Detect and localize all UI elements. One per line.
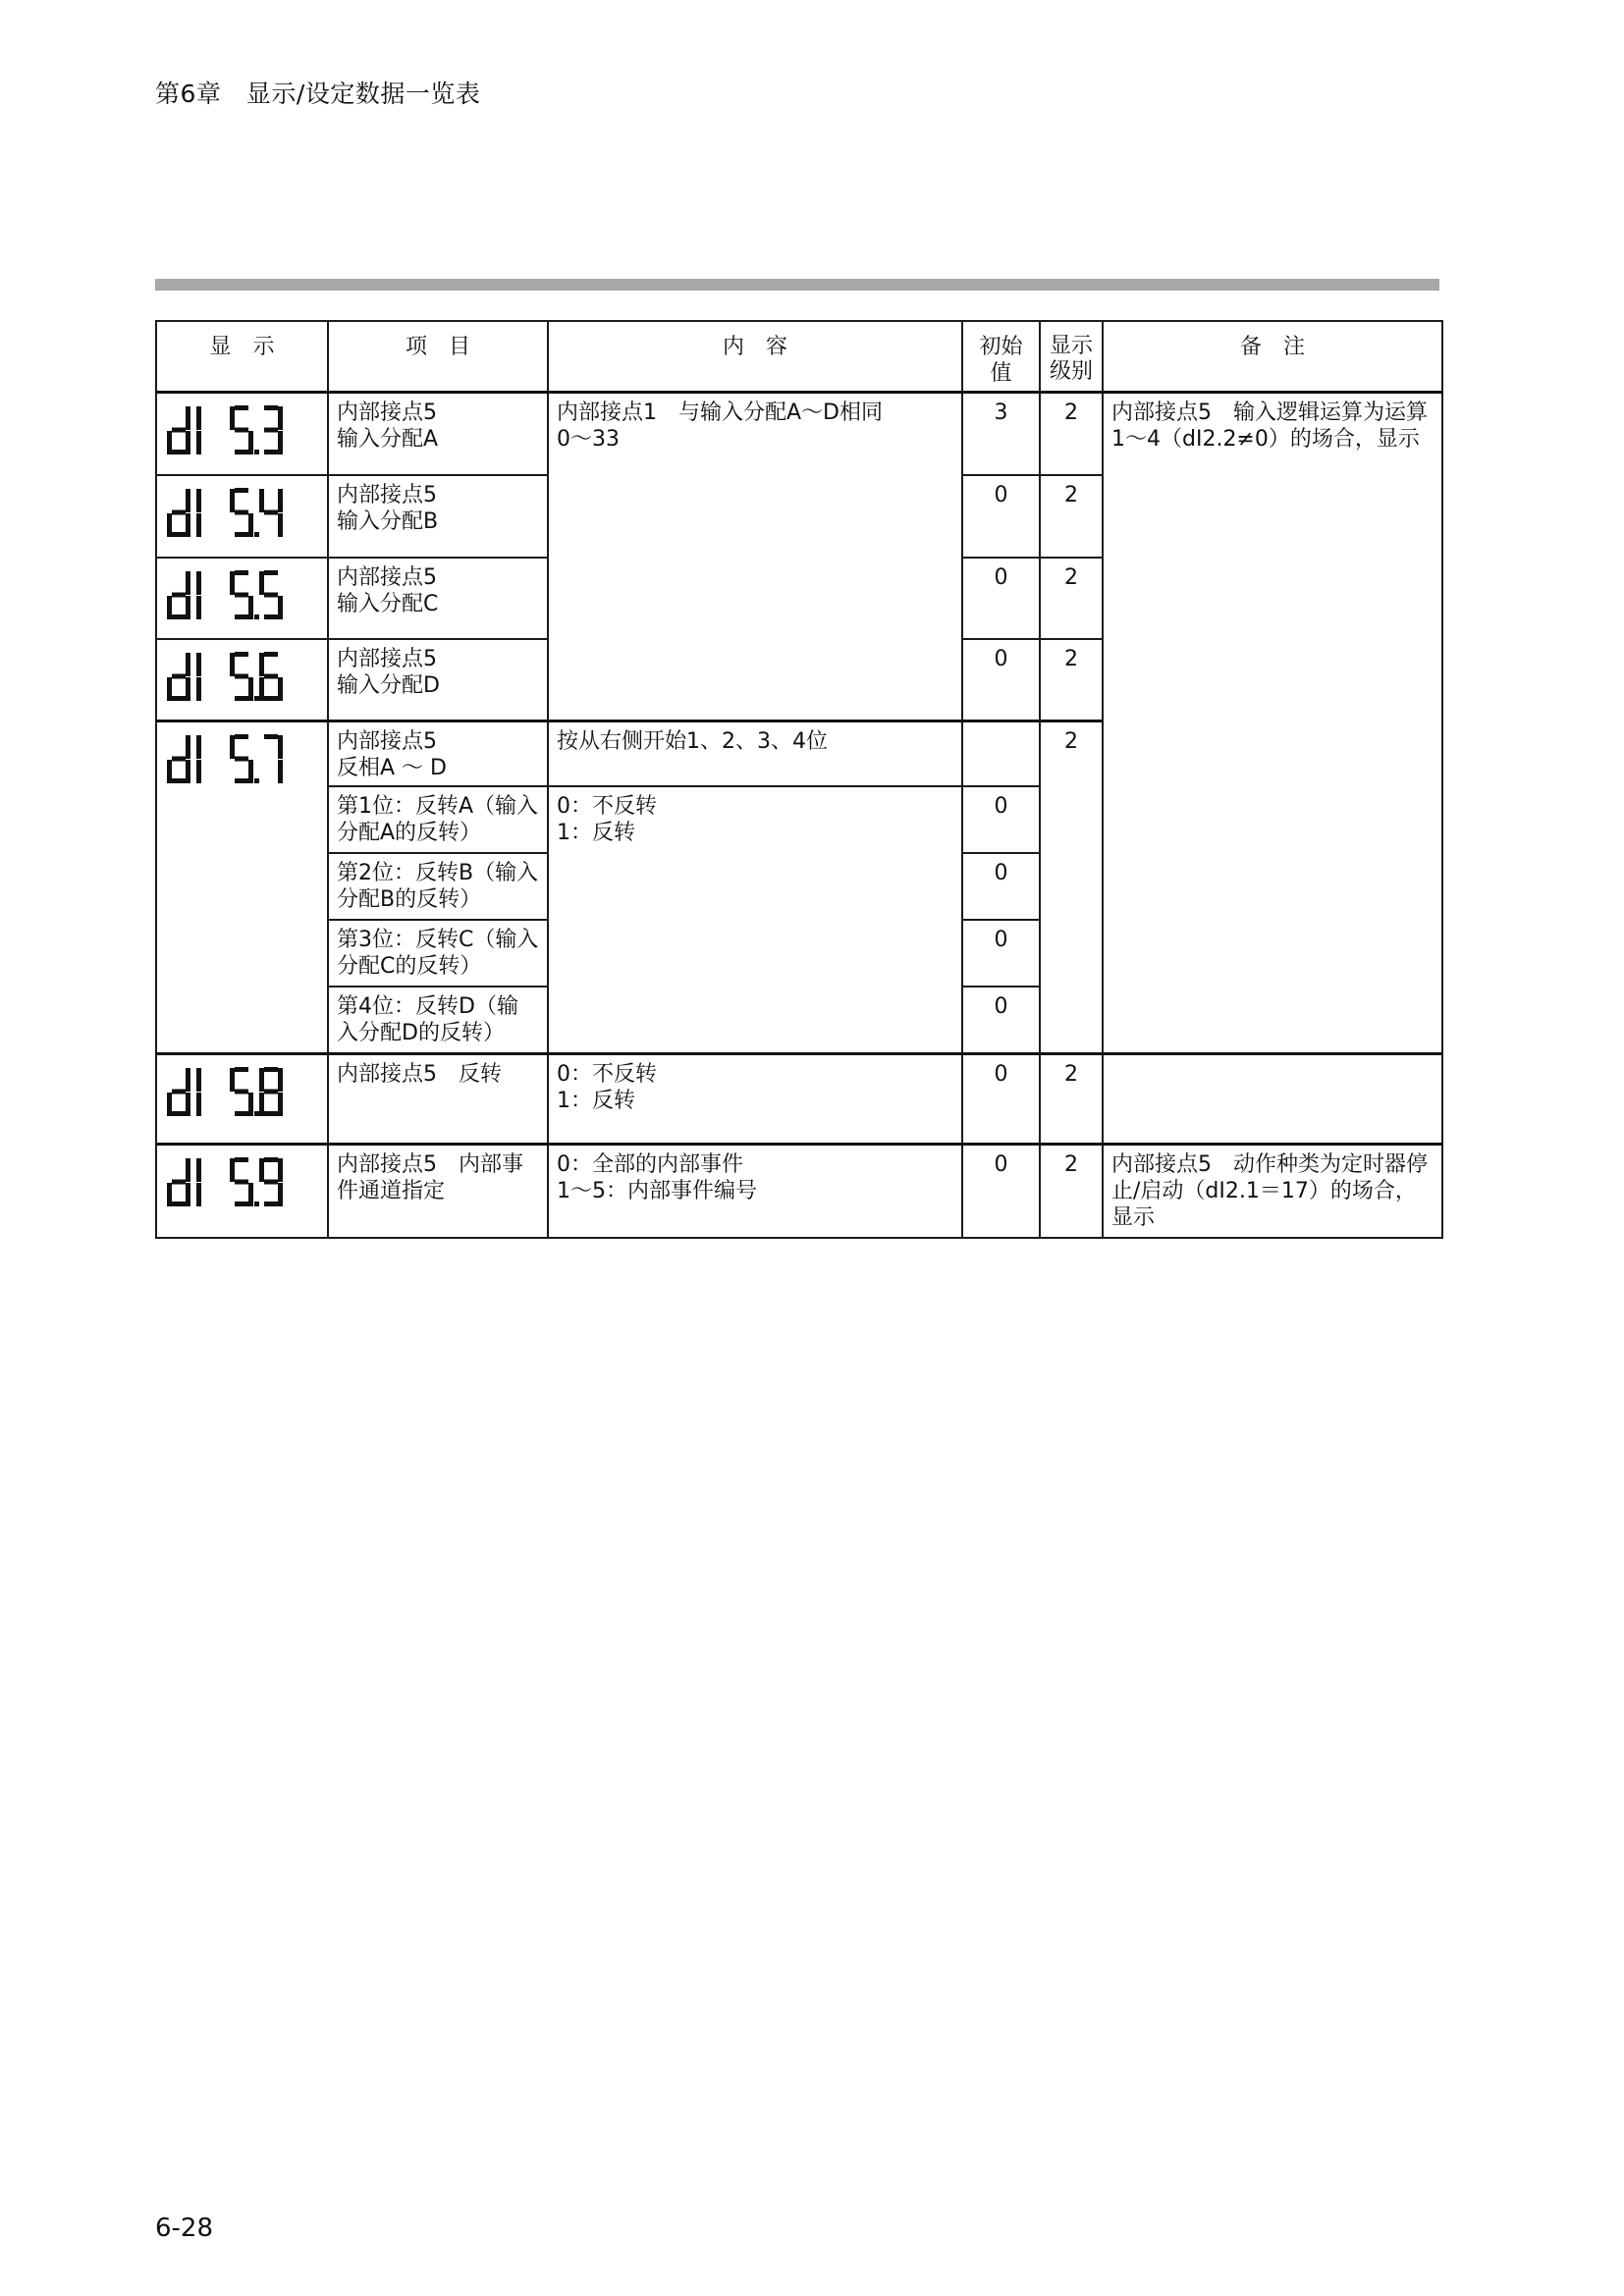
lcd-segment bbox=[167, 596, 172, 619]
lcd-decimal-point bbox=[254, 614, 259, 619]
lcd-segment bbox=[235, 652, 248, 657]
lcd-segment bbox=[264, 1179, 278, 1184]
lcd-segment bbox=[167, 1093, 172, 1116]
display-level-cell: 2 bbox=[1040, 558, 1103, 639]
lcd-segment bbox=[186, 760, 190, 783]
lcd-segment bbox=[172, 1089, 186, 1094]
lcd-segment bbox=[235, 509, 248, 514]
item-cell: 内部接点5 内部事件通道指定 bbox=[328, 1144, 548, 1238]
lcd-segment bbox=[278, 1093, 283, 1116]
lcd-segment bbox=[259, 1093, 264, 1116]
settings-table bbox=[155, 320, 1443, 1239]
table-row bbox=[156, 1053, 1442, 1144]
display-code-cell bbox=[156, 558, 328, 639]
lcd-segment bbox=[248, 431, 253, 454]
lcd-segment bbox=[196, 431, 201, 454]
table-row bbox=[156, 1144, 1442, 1238]
lcd-segment bbox=[186, 1068, 190, 1092]
lcd-segment bbox=[196, 653, 201, 676]
lcd-segment bbox=[196, 1183, 201, 1206]
lcd-segment bbox=[235, 428, 248, 433]
chapter-title: 第6章 显示/设定数据一览表 bbox=[155, 80, 481, 108]
lcd-segment bbox=[235, 778, 248, 783]
lcd-segment bbox=[235, 532, 248, 537]
lcd-segment bbox=[278, 677, 283, 701]
lcd-segment bbox=[172, 757, 186, 762]
lcd-display-code bbox=[165, 1151, 302, 1214]
header-note: 备 注 bbox=[1103, 321, 1442, 393]
content-cell: 0：不反转 1：反转 bbox=[548, 786, 962, 1053]
lcd-segment bbox=[259, 653, 264, 676]
lcd-segment bbox=[259, 1158, 264, 1182]
lcd-segment bbox=[235, 450, 248, 454]
lcd-segment bbox=[264, 673, 278, 678]
item-cell: 第2位：反转B（输入分配B的反转） bbox=[328, 853, 548, 920]
lcd-segment bbox=[264, 1157, 278, 1162]
lcd-display-code bbox=[165, 564, 302, 627]
lcd-segment bbox=[264, 570, 278, 575]
lcd-segment bbox=[186, 431, 190, 454]
lcd-segment bbox=[259, 1068, 264, 1092]
lcd-segment bbox=[230, 1158, 235, 1182]
lcd-segment bbox=[264, 450, 278, 454]
lcd-segment bbox=[235, 1201, 248, 1206]
item-cell: 内部接点5 反转 bbox=[328, 1053, 548, 1144]
lcd-segment bbox=[248, 677, 253, 701]
lcd-segment bbox=[186, 596, 190, 619]
lcd-display-code bbox=[165, 1061, 302, 1124]
lcd-segment bbox=[235, 405, 248, 410]
lcd-segment bbox=[186, 653, 190, 676]
lcd-segment bbox=[259, 677, 264, 701]
lcd-segment bbox=[196, 735, 201, 759]
lcd-segment bbox=[167, 513, 172, 537]
lcd-segment bbox=[172, 509, 186, 514]
lcd-segment bbox=[278, 1068, 283, 1092]
lcd-segment bbox=[248, 513, 253, 537]
display-code-cell bbox=[156, 1053, 328, 1144]
lcd-segment bbox=[248, 596, 253, 619]
lcd-segment bbox=[230, 489, 235, 512]
lcd-segment bbox=[264, 696, 278, 701]
lcd-segment bbox=[264, 1111, 278, 1116]
lcd-segment bbox=[196, 1068, 201, 1092]
lcd-segment bbox=[235, 614, 248, 619]
lcd-segment bbox=[264, 1089, 278, 1094]
note-cell: 内部接点5 动作种类为定时器停止/启动（dI2.1＝17）的场合，显示 bbox=[1103, 1144, 1442, 1238]
table-header-row bbox=[156, 321, 1442, 393]
content-cell: 内部接点1 与输入分配A～D相同 0～33 bbox=[548, 393, 962, 721]
lcd-segment bbox=[196, 1093, 201, 1116]
lcd-display-code bbox=[165, 728, 302, 791]
item-cell: 内部接点5 反相A ～ D bbox=[328, 721, 548, 787]
initial-value-cell: 0 bbox=[962, 987, 1040, 1053]
lcd-segment bbox=[167, 1183, 172, 1206]
content-cell: 0：全部的内部事件 1～5：内部事件编号 bbox=[548, 1144, 962, 1238]
initial-value-cell: 0 bbox=[962, 558, 1040, 639]
note-cell bbox=[1103, 1053, 1442, 1144]
lcd-segment bbox=[196, 760, 201, 783]
lcd-segment bbox=[172, 532, 186, 537]
display-level-cell: 2 bbox=[1040, 1144, 1103, 1238]
header-initial-value: 初始值 bbox=[962, 321, 1040, 393]
initial-value-cell: 0 bbox=[962, 1144, 1040, 1238]
lcd-segment bbox=[172, 1201, 186, 1206]
display-code-cell bbox=[156, 393, 328, 475]
lcd-segment bbox=[186, 677, 190, 701]
lcd-segment bbox=[235, 570, 248, 575]
lcd-segment bbox=[196, 571, 201, 595]
lcd-display-code bbox=[165, 646, 302, 709]
lcd-segment bbox=[235, 1067, 248, 1072]
lcd-segment bbox=[278, 1158, 283, 1182]
section-divider-bar bbox=[155, 279, 1439, 291]
lcd-segment bbox=[172, 450, 186, 454]
page-number: 6-28 bbox=[155, 2214, 214, 2243]
display-code-cell bbox=[156, 721, 328, 1054]
lcd-segment bbox=[264, 734, 278, 739]
header-display: 显 示 bbox=[156, 321, 328, 393]
initial-value-cell: 0 bbox=[962, 786, 1040, 853]
lcd-segment bbox=[235, 488, 248, 493]
lcd-segment bbox=[230, 1068, 235, 1092]
lcd-segment bbox=[278, 760, 283, 783]
lcd-segment bbox=[186, 513, 190, 537]
header-display-level: 显示 级别 bbox=[1040, 321, 1103, 393]
lcd-segment bbox=[278, 735, 283, 759]
lcd-decimal-point bbox=[254, 532, 259, 537]
lcd-segment bbox=[248, 1093, 253, 1116]
lcd-segment bbox=[278, 1183, 283, 1206]
item-cell: 内部接点5 输入分配A bbox=[328, 393, 548, 475]
lcd-segment bbox=[186, 1183, 190, 1206]
lcd-segment bbox=[167, 760, 172, 783]
lcd-segment bbox=[230, 653, 235, 676]
lcd-segment bbox=[230, 571, 235, 595]
lcd-segment bbox=[264, 428, 278, 433]
item-cell: 第3位：反转C（输入分配C的反转） bbox=[328, 920, 548, 987]
initial-value-cell: 0 bbox=[962, 1053, 1040, 1144]
header-content: 内 容 bbox=[548, 321, 962, 393]
lcd-segment bbox=[196, 513, 201, 537]
initial-value-cell bbox=[962, 721, 1040, 787]
lcd-segment bbox=[230, 735, 235, 759]
header-item: 项 目 bbox=[328, 321, 548, 393]
initial-value-cell: 3 bbox=[962, 393, 1040, 475]
lcd-segment bbox=[172, 592, 186, 597]
lcd-segment bbox=[264, 592, 278, 597]
lcd-segment bbox=[196, 489, 201, 512]
lcd-segment bbox=[196, 677, 201, 701]
display-level-cell: 2 bbox=[1040, 1053, 1103, 1144]
lcd-segment bbox=[235, 734, 248, 739]
content-cell: 0：不反转 1：反转 bbox=[548, 1053, 962, 1144]
lcd-segment bbox=[196, 406, 201, 430]
display-level-cell: 2 bbox=[1040, 639, 1103, 721]
lcd-segment bbox=[278, 431, 283, 454]
lcd-segment bbox=[186, 489, 190, 512]
lcd-segment bbox=[264, 509, 278, 514]
lcd-segment bbox=[167, 431, 172, 454]
lcd-display-code bbox=[165, 482, 302, 545]
display-level-cell: 2 bbox=[1040, 721, 1103, 1054]
lcd-segment bbox=[186, 735, 190, 759]
item-cell: 内部接点5 输入分配C bbox=[328, 558, 548, 639]
lcd-segment bbox=[264, 405, 278, 410]
lcd-segment bbox=[235, 1111, 248, 1116]
lcd-decimal-point bbox=[254, 696, 259, 701]
lcd-segment bbox=[196, 596, 201, 619]
initial-value-cell: 0 bbox=[962, 920, 1040, 987]
lcd-segment bbox=[186, 571, 190, 595]
lcd-segment bbox=[235, 757, 248, 762]
display-level-cell: 2 bbox=[1040, 475, 1103, 558]
lcd-segment bbox=[235, 673, 248, 678]
lcd-segment bbox=[278, 489, 283, 512]
content-cell: 按从右侧开始1、2、3、4位 bbox=[548, 721, 962, 787]
lcd-segment bbox=[186, 1158, 190, 1182]
lcd-segment bbox=[172, 614, 186, 619]
table-row bbox=[156, 393, 1442, 475]
lcd-display-code bbox=[165, 400, 302, 462]
lcd-segment bbox=[259, 489, 264, 512]
item-cell: 内部接点5 输入分配D bbox=[328, 639, 548, 721]
lcd-segment bbox=[172, 1111, 186, 1116]
lcd-segment bbox=[248, 1183, 253, 1206]
lcd-segment bbox=[264, 652, 278, 657]
lcd-segment bbox=[186, 406, 190, 430]
lcd-segment bbox=[172, 673, 186, 678]
lcd-segment bbox=[259, 571, 264, 595]
display-code-cell bbox=[156, 639, 328, 721]
lcd-segment bbox=[186, 1093, 190, 1116]
lcd-segment bbox=[235, 592, 248, 597]
lcd-segment bbox=[235, 1089, 248, 1094]
lcd-decimal-point bbox=[254, 450, 259, 454]
lcd-segment bbox=[264, 1067, 278, 1072]
lcd-segment bbox=[278, 513, 283, 537]
display-code-cell bbox=[156, 1144, 328, 1238]
lcd-decimal-point bbox=[254, 1111, 259, 1116]
lcd-segment bbox=[172, 778, 186, 783]
item-cell: 内部接点5 输入分配B bbox=[328, 475, 548, 558]
lcd-segment bbox=[230, 406, 235, 430]
item-cell: 第4位：反转D（输入分配D的反转） bbox=[328, 987, 548, 1053]
lcd-segment bbox=[278, 406, 283, 430]
lcd-segment bbox=[172, 1179, 186, 1184]
lcd-segment bbox=[235, 1157, 248, 1162]
display-level-cell: 2 bbox=[1040, 393, 1103, 475]
lcd-segment bbox=[172, 428, 186, 433]
lcd-decimal-point bbox=[254, 778, 259, 783]
lcd-segment bbox=[264, 1201, 278, 1206]
lcd-segment bbox=[167, 677, 172, 701]
lcd-segment bbox=[235, 1179, 248, 1184]
initial-value-cell: 0 bbox=[962, 639, 1040, 721]
lcd-segment bbox=[278, 596, 283, 619]
lcd-segment bbox=[196, 1158, 201, 1182]
note-cell: 内部接点5 输入逻辑运算为运算 1～4（dI2.2≠0）的场合，显示 bbox=[1103, 393, 1442, 1054]
lcd-decimal-point bbox=[254, 1201, 259, 1206]
lcd-segment bbox=[235, 696, 248, 701]
lcd-segment bbox=[248, 760, 253, 783]
lcd-segment bbox=[264, 614, 278, 619]
lcd-segment bbox=[172, 696, 186, 701]
initial-value-cell: 0 bbox=[962, 475, 1040, 558]
item-cell: 第1位：反转A（输入分配A的反转） bbox=[328, 786, 548, 853]
display-code-cell bbox=[156, 475, 328, 558]
initial-value-cell: 0 bbox=[962, 853, 1040, 920]
